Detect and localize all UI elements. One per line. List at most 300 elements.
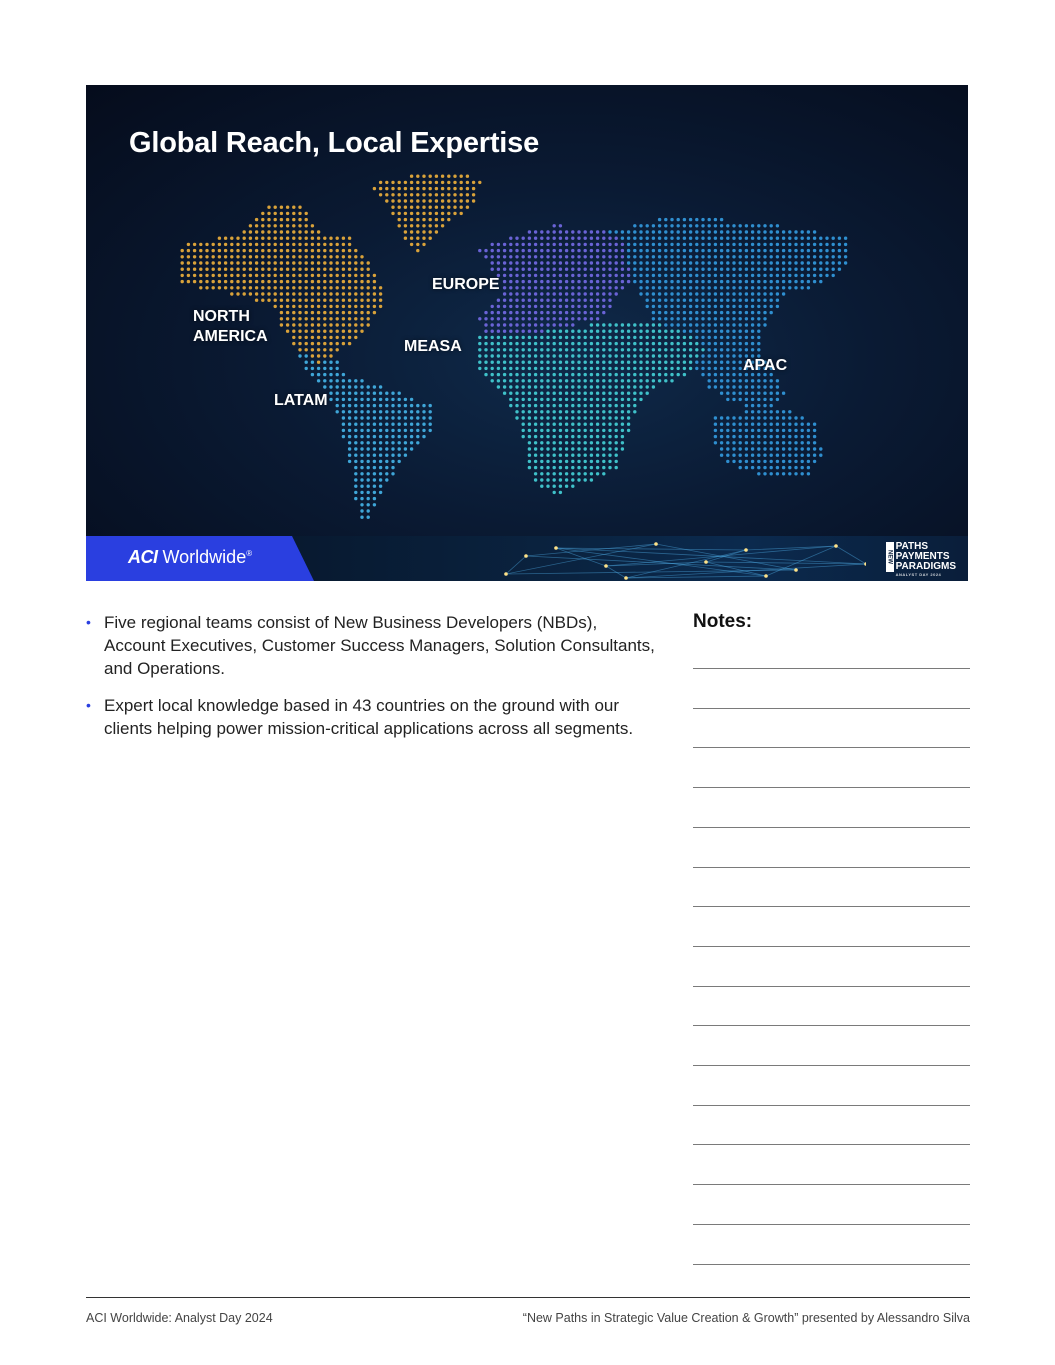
map-dot-apac	[819, 237, 822, 240]
map-dot-apac	[670, 243, 673, 246]
map-dot-measa	[509, 404, 512, 407]
map-dot-apac	[745, 447, 748, 450]
map-dot-north-america	[261, 292, 264, 295]
map-dot-north-america	[255, 224, 258, 227]
map-dot-north-america	[329, 237, 332, 240]
map-dot-north-america	[317, 299, 320, 302]
map-dot-measa	[584, 466, 587, 469]
map-dot-north-america	[348, 249, 351, 252]
map-dot-measa	[546, 354, 549, 357]
map-dot-apac	[813, 460, 816, 463]
map-dot-north-america	[317, 255, 320, 258]
map-dot-measa	[571, 361, 574, 364]
map-dot-apac	[739, 292, 742, 295]
map-dot-europe	[621, 255, 624, 258]
map-dot-measa	[621, 330, 624, 333]
map-dot-apac	[720, 435, 723, 438]
map-dot-apac	[751, 447, 754, 450]
map-dot-measa	[590, 447, 593, 450]
map-dot-measa	[559, 460, 562, 463]
map-dot-measa	[621, 392, 624, 395]
map-dot-apac	[708, 379, 711, 382]
map-dot-north-america	[398, 199, 401, 202]
map-dot-north-america	[329, 305, 332, 308]
map-dot-apac	[770, 311, 773, 314]
map-dot-latam	[416, 429, 419, 432]
bullet-text: Expert local knowledge based in 43 countries on the ground with our clients helping power mission-critical applications across all segments.	[104, 696, 634, 738]
map-dot-north-america	[410, 224, 413, 227]
map-dot-measa	[670, 379, 673, 382]
map-dot-north-america	[267, 268, 270, 271]
map-dot-europe	[559, 224, 562, 227]
map-dot-latam	[385, 429, 388, 432]
map-dot-apac	[745, 230, 748, 233]
map-dot-measa	[565, 454, 568, 457]
map-dot-north-america	[360, 299, 363, 302]
network-node	[744, 548, 748, 552]
map-dot-measa	[571, 435, 574, 438]
map-dot-north-america	[348, 280, 351, 283]
map-dot-europe	[497, 311, 500, 314]
map-dot-apac	[782, 454, 785, 457]
map-dot-measa	[590, 478, 593, 481]
map-dot-apac	[801, 249, 804, 252]
map-dot-europe	[615, 249, 618, 252]
map-dot-north-america	[441, 224, 444, 227]
map-dot-north-america	[181, 249, 184, 252]
map-dot-measa	[540, 392, 543, 395]
map-dot-measa	[584, 348, 587, 351]
map-dot-europe	[559, 237, 562, 240]
map-dot-apac	[763, 311, 766, 314]
map-dot-europe	[584, 299, 587, 302]
map-dot-north-america	[280, 299, 283, 302]
map-dot-apac	[825, 268, 828, 271]
map-dot-north-america	[230, 243, 233, 246]
bullet-text: Five regional teams consist of New Business Developers (NBDs), Account Executives, Customer Success Managers, Solution Consultants, and Operations.	[104, 613, 655, 678]
map-dot-apac	[763, 299, 766, 302]
map-dot-apac	[739, 392, 742, 395]
map-dot-apac	[708, 255, 711, 258]
map-dot-north-america	[292, 261, 295, 264]
map-dot-measa	[608, 367, 611, 370]
map-dot-apac	[794, 447, 797, 450]
map-dot-measa	[503, 385, 506, 388]
map-dot-north-america	[280, 212, 283, 215]
map-dot-measa	[522, 373, 525, 376]
map-dot-measa	[565, 392, 568, 395]
map-dot-measa	[553, 441, 556, 444]
map-dot-measa	[652, 336, 655, 339]
map-dot-apac	[782, 447, 785, 450]
map-dot-europe	[596, 261, 599, 264]
map-dot-apac	[708, 385, 711, 388]
map-dot-europe	[540, 268, 543, 271]
map-dot-measa	[553, 416, 556, 419]
map-dot-measa	[652, 361, 655, 364]
map-dot-apac	[726, 429, 729, 432]
map-dot-north-america	[447, 187, 450, 190]
network-node	[834, 544, 838, 548]
map-dot-measa	[522, 354, 525, 357]
map-dot-north-america	[416, 237, 419, 240]
map-dot-north-america	[286, 230, 289, 233]
map-dot-apac	[801, 416, 804, 419]
map-dot-europe	[559, 311, 562, 314]
map-dot-measa	[546, 336, 549, 339]
map-dot-apac	[745, 317, 748, 320]
map-dot-latam	[367, 454, 370, 457]
new-paths-event-logo	[886, 541, 956, 578]
map-dot-north-america	[416, 175, 419, 178]
map-dot-north-america	[348, 255, 351, 258]
map-dot-apac	[794, 230, 797, 233]
map-dot-north-america	[224, 249, 227, 252]
map-dot-europe	[540, 311, 543, 314]
map-dot-north-america	[286, 305, 289, 308]
map-dot-measa	[571, 447, 574, 450]
map-dot-apac	[732, 354, 735, 357]
map-dot-apac	[670, 323, 673, 326]
map-dot-europe	[503, 305, 506, 308]
map-dot-apac	[701, 249, 704, 252]
map-dot-north-america	[354, 330, 357, 333]
map-dot-europe	[515, 323, 518, 326]
map-dot-north-america	[354, 292, 357, 295]
map-dot-europe	[596, 243, 599, 246]
map-dot-north-america	[342, 292, 345, 295]
map-dot-apac	[751, 435, 754, 438]
map-dot-latam	[354, 410, 357, 413]
map-dot-measa	[571, 330, 574, 333]
map-dot-latam	[385, 404, 388, 407]
map-dot-measa	[534, 410, 537, 413]
map-dot-europe	[540, 330, 543, 333]
map-dot-north-america	[292, 243, 295, 246]
map-dot-apac	[633, 249, 636, 252]
map-dot-latam	[367, 509, 370, 512]
event-logo-line2: PAYMENTS	[895, 551, 950, 562]
map-dot-apac	[751, 292, 754, 295]
map-dot-measa	[528, 373, 531, 376]
map-dot-europe	[534, 243, 537, 246]
map-dot-europe	[503, 261, 506, 264]
map-dot-apac	[807, 230, 810, 233]
map-dot-europe	[546, 261, 549, 264]
map-dot-north-america	[311, 224, 314, 227]
map-dot-north-america	[354, 305, 357, 308]
map-dot-latam	[360, 435, 363, 438]
map-dot-apac	[770, 224, 773, 227]
map-dot-north-america	[305, 292, 308, 295]
map-dot-apac	[695, 249, 698, 252]
map-dot-europe	[565, 230, 568, 233]
map-dot-europe	[522, 268, 525, 271]
map-dot-apac	[646, 305, 649, 308]
map-dot-europe	[559, 249, 562, 252]
map-dot-europe	[522, 237, 525, 240]
map-dot-apac	[677, 311, 680, 314]
map-dot-measa	[546, 361, 549, 364]
map-dot-latam	[336, 361, 339, 364]
map-dot-europe	[627, 274, 630, 277]
map-dot-measa	[683, 342, 686, 345]
map-dot-north-america	[336, 336, 339, 339]
map-dot-north-america	[274, 292, 277, 295]
map-dot-apac	[670, 255, 673, 258]
map-dot-measa	[528, 385, 531, 388]
map-dot-latam	[342, 385, 345, 388]
map-dot-apac	[732, 385, 735, 388]
map-dot-measa	[615, 454, 618, 457]
map-dot-latam	[329, 361, 332, 364]
map-dot-europe	[484, 311, 487, 314]
map-dot-apac	[708, 224, 711, 227]
map-dot-north-america	[298, 249, 301, 252]
map-dot-latam	[360, 460, 363, 463]
map-dot-apac	[701, 354, 704, 357]
map-dot-europe	[528, 230, 531, 233]
map-dot-apac	[670, 268, 673, 271]
map-dot-apac	[801, 255, 804, 258]
map-dot-apac	[813, 435, 816, 438]
map-dot-apac	[683, 305, 686, 308]
map-dot-latam	[391, 466, 394, 469]
map-dot-latam	[367, 485, 370, 488]
map-dot-europe	[540, 237, 543, 240]
map-dot-measa	[615, 410, 618, 413]
map-dot-apac	[677, 249, 680, 252]
map-dot-measa	[608, 423, 611, 426]
map-dot-apac	[701, 280, 704, 283]
map-dot-north-america	[311, 280, 314, 283]
map-dot-north-america	[329, 342, 332, 345]
map-dot-north-america	[292, 280, 295, 283]
map-dot-europe	[565, 274, 568, 277]
map-dot-north-america	[305, 249, 308, 252]
map-dot-measa	[571, 416, 574, 419]
map-dot-north-america	[298, 212, 301, 215]
map-dot-apac	[677, 317, 680, 320]
map-dot-north-america	[311, 336, 314, 339]
map-dot-measa	[590, 323, 593, 326]
network-line	[506, 556, 526, 574]
map-dot-north-america	[391, 212, 394, 215]
map-dot-apac	[664, 268, 667, 271]
map-dot-measa	[639, 354, 642, 357]
map-dot-north-america	[298, 243, 301, 246]
map-dot-north-america	[224, 261, 227, 264]
map-dot-apac	[726, 385, 729, 388]
map-dot-apac	[739, 249, 742, 252]
map-dot-measa	[602, 342, 605, 345]
map-dot-latam	[391, 460, 394, 463]
map-dot-north-america	[360, 305, 363, 308]
map-dot-apac	[652, 311, 655, 314]
map-dot-europe	[491, 255, 494, 258]
map-dot-north-america	[230, 268, 233, 271]
map-dot-measa	[540, 354, 543, 357]
map-dot-measa	[658, 354, 661, 357]
map-dot-apac	[670, 218, 673, 221]
map-dot-latam	[391, 472, 394, 475]
map-dot-apac	[739, 398, 742, 401]
map-dot-north-america	[410, 187, 413, 190]
map-dot-apac	[714, 330, 717, 333]
map-dot-north-america	[224, 255, 227, 258]
map-dot-north-america	[336, 286, 339, 289]
map-dot-measa	[491, 361, 494, 364]
map-dot-apac	[757, 274, 760, 277]
map-dot-apac	[701, 361, 704, 364]
map-dot-europe	[571, 249, 574, 252]
map-dot-apac	[745, 243, 748, 246]
map-dot-latam	[354, 392, 357, 395]
map-dot-measa	[652, 348, 655, 351]
map-dot-apac	[794, 454, 797, 457]
map-dot-apac	[776, 416, 779, 419]
map-dot-apac	[757, 454, 760, 457]
map-dot-measa	[528, 336, 531, 339]
map-dot-europe	[602, 286, 605, 289]
map-dot-apac	[658, 230, 661, 233]
map-dot-apac	[708, 292, 711, 295]
map-dot-measa	[652, 342, 655, 345]
map-dot-apac	[739, 243, 742, 246]
map-dot-apac	[782, 441, 785, 444]
bullet-marker: •	[86, 614, 91, 630]
map-dot-europe	[590, 237, 593, 240]
map-dot-north-america	[205, 280, 208, 283]
map-dot-apac	[844, 261, 847, 264]
map-dot-latam	[379, 466, 382, 469]
map-dot-measa	[596, 348, 599, 351]
map-dot-north-america	[435, 206, 438, 209]
map-dot-apac	[739, 466, 742, 469]
map-dot-apac	[708, 299, 711, 302]
map-dot-apac	[714, 299, 717, 302]
map-dot-apac	[677, 243, 680, 246]
map-dot-apac	[757, 472, 760, 475]
map-dot-apac	[720, 385, 723, 388]
map-dot-apac	[757, 237, 760, 240]
map-dot-latam	[379, 398, 382, 401]
map-dot-measa	[515, 361, 518, 364]
map-dot-europe	[590, 280, 593, 283]
map-dot-apac	[782, 472, 785, 475]
map-dot-apac	[683, 243, 686, 246]
map-dot-apac	[720, 230, 723, 233]
map-dot-latam	[379, 423, 382, 426]
map-dot-measa	[503, 367, 506, 370]
map-dot-north-america	[329, 255, 332, 258]
map-dot-measa	[534, 472, 537, 475]
map-dot-north-america	[429, 237, 432, 240]
map-dot-latam	[404, 404, 407, 407]
map-dot-measa	[602, 435, 605, 438]
map-dot-measa	[540, 429, 543, 432]
map-dot-measa	[559, 441, 562, 444]
map-dot-measa	[534, 392, 537, 395]
map-dot-latam	[360, 379, 363, 382]
map-dot-north-america	[466, 206, 469, 209]
map-dot-measa	[677, 354, 680, 357]
map-dot-apac	[751, 392, 754, 395]
map-dot-measa	[608, 466, 611, 469]
map-dot-north-america	[274, 243, 277, 246]
map-dot-latam	[404, 441, 407, 444]
map-dot-apac	[757, 261, 760, 264]
map-dot-apac	[652, 292, 655, 295]
map-dot-apac	[801, 447, 804, 450]
map-dot-apac	[788, 410, 791, 413]
map-dot-north-america	[429, 175, 432, 178]
map-dot-north-america	[379, 292, 382, 295]
map-dot-apac	[627, 243, 630, 246]
map-dot-apac	[664, 218, 667, 221]
map-dot-apac	[646, 280, 649, 283]
map-dot-apac	[776, 466, 779, 469]
map-dot-north-america	[311, 342, 314, 345]
map-dot-europe	[571, 268, 574, 271]
map-dot-measa	[509, 348, 512, 351]
map-dot-apac	[732, 249, 735, 252]
map-dot-measa	[633, 385, 636, 388]
map-dot-measa	[540, 361, 543, 364]
map-dot-measa	[503, 361, 506, 364]
map-dot-europe	[515, 317, 518, 320]
map-dot-north-america	[354, 261, 357, 264]
map-dot-europe	[528, 317, 531, 320]
map-dot-north-america	[348, 299, 351, 302]
map-dot-measa	[615, 330, 618, 333]
map-dot-measa	[559, 435, 562, 438]
map-dot-measa	[633, 410, 636, 413]
map-dot-measa	[553, 398, 556, 401]
map-dot-north-america	[298, 218, 301, 221]
map-dot-measa	[553, 379, 556, 382]
map-dot-north-america	[460, 187, 463, 190]
map-dot-apac	[732, 454, 735, 457]
map-dot-measa	[553, 354, 556, 357]
map-dot-north-america	[311, 311, 314, 314]
map-dot-apac	[745, 379, 748, 382]
map-dot-apac	[695, 367, 698, 370]
map-dot-north-america	[255, 255, 258, 258]
map-dot-north-america	[391, 199, 394, 202]
map-dot-europe	[621, 249, 624, 252]
map-dot-north-america	[429, 187, 432, 190]
map-dot-north-america	[466, 199, 469, 202]
map-dot-apac	[695, 361, 698, 364]
map-dot-apac	[844, 255, 847, 258]
map-dot-apac	[801, 274, 804, 277]
map-dot-measa	[596, 354, 599, 357]
map-dot-europe	[584, 292, 587, 295]
map-dot-latam	[385, 410, 388, 413]
map-dot-europe	[584, 305, 587, 308]
map-dot-europe	[522, 286, 525, 289]
map-dot-north-america	[447, 193, 450, 196]
map-dot-latam	[367, 478, 370, 481]
map-dot-apac	[813, 261, 816, 264]
map-dot-north-america	[311, 299, 314, 302]
map-dot-north-america	[460, 181, 463, 184]
map-dot-europe	[590, 243, 593, 246]
map-dot-europe	[540, 274, 543, 277]
map-dot-measa	[584, 361, 587, 364]
map-dot-latam	[398, 416, 401, 419]
